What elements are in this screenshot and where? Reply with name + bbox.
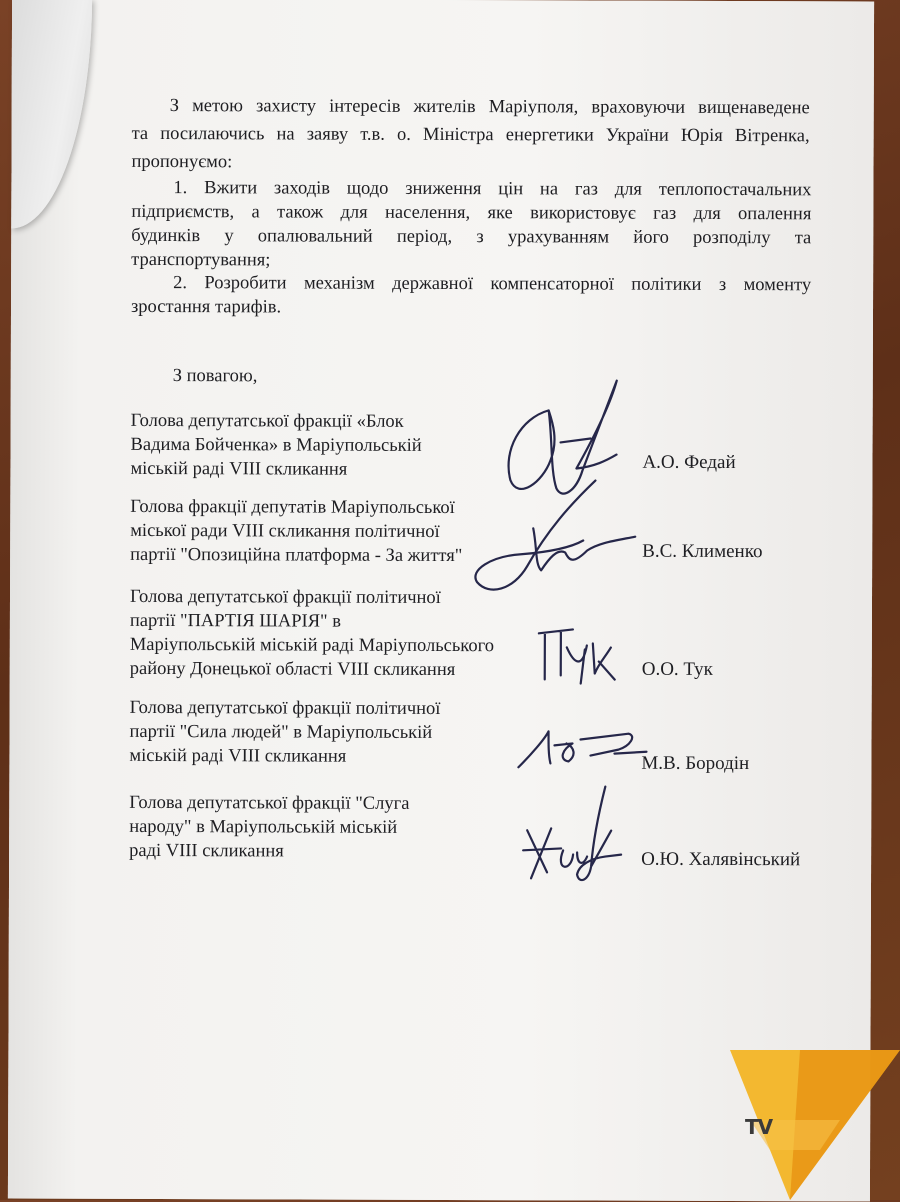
document-page — [8, 0, 874, 1202]
proposal-1-line-2: підприємств, а також для населення, яке використовує газ для опалення — [131, 201, 812, 225]
signature-klymenko — [465, 478, 645, 609]
intro-line-2: та посилаючись на заяву т.в. о. Міністра енергетики України Юрія Вітренка, — [131, 123, 810, 147]
proposal-1-line-3: будинків у опалювальний період, з урахуванням його розподілу та — [131, 225, 812, 249]
proposal-1-line-4: транспортування; — [131, 249, 271, 271]
signatory-4-name: М.В. Бородін — [641, 752, 750, 775]
signatory-5-name: О.Ю. Халявінський — [641, 848, 801, 871]
intro-line-1: З метою захисту інтересів жителів Маріуполя, враховуючи вищенаведене — [169, 96, 810, 119]
signatory-2-name: В.С. Клименко — [642, 540, 763, 563]
closing-salutation: З повагою, — [172, 366, 258, 387]
channel-logo-text: TV — [745, 1115, 773, 1139]
signature-tuk — [535, 625, 635, 685]
signatory-1-position: Голова депутатської фракції «Блок Вадима Бойченка» в Маріупольській міській раді VIII скликання — [130, 410, 422, 480]
proposal-2-line-1: 2. Розробити механізм державної компенсаторної політики з моменту — [173, 273, 812, 296]
signatory-4-position: Голова депутатської фракції політичної партії "Сила людей" в Маріупольській міській раді VIII скликання — [129, 697, 441, 767]
intro-line-3: пропонуємо: — [131, 151, 233, 173]
signatory-2-position: Голова фракції депутатів Маріупольської міської ради VIII скликання політичної партії "Опозиційна платформа - За життя" — [130, 496, 463, 567]
proposal-2-line-2: зростання тарифів. — [130, 296, 282, 318]
signatory-3-position: Голова депутатської фракції політичної партії "ПАРТІЯ ШАРІЯ" в Маріупольській міській раді Маріупольського району Донецької області VIII скликання — [129, 586, 495, 681]
signatory-1-name: А.О. Федай — [642, 451, 736, 474]
signatory-5-position: Голова депутатської фракції "Слуга народу" в Маріупольській міській раді VIII скликання — [129, 792, 410, 862]
proposal-1-line-1: 1. Вжити заходів щодо зниження цін на газ для теплопостачальних — [173, 178, 812, 201]
signature-borodin — [514, 725, 654, 775]
signatory-3-name: О.О. Тук — [641, 658, 713, 680]
folded-sheet-corner — [11, 0, 92, 229]
signature-khaliavinskyi — [521, 780, 631, 890]
